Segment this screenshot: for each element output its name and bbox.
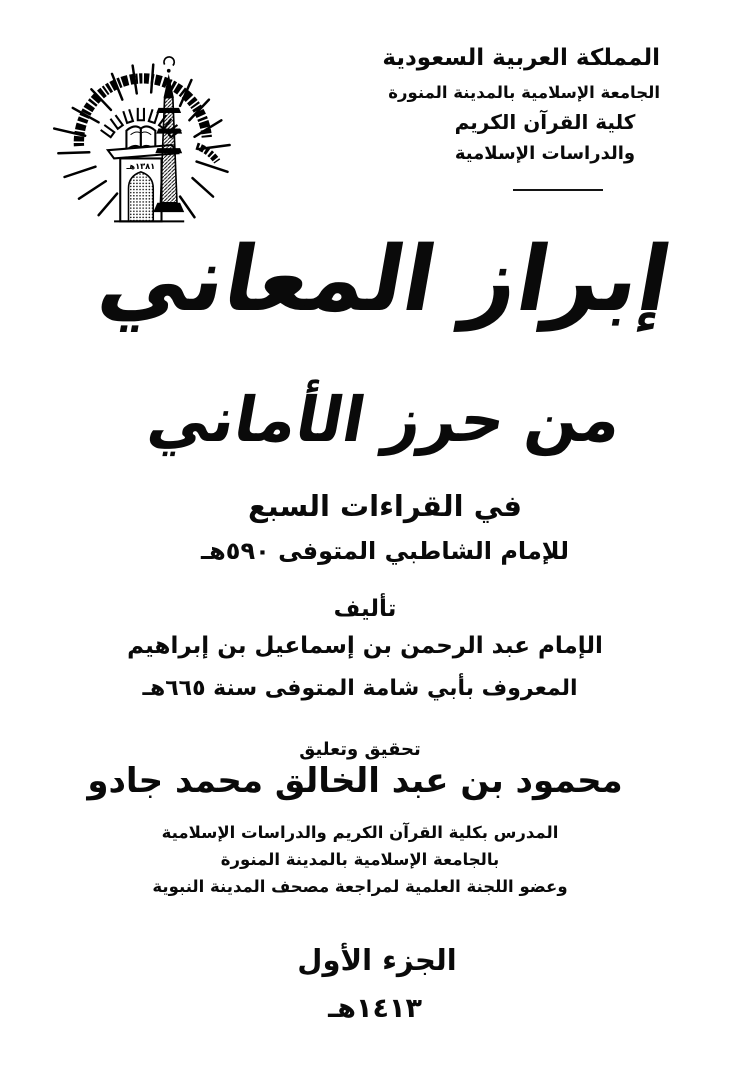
institution-line-country: المملكة العربية السعودية (382, 45, 660, 71)
book-title-line1: إبراز المعاني (91, 227, 679, 332)
original-author-line: للإمام الشاطبي المتوفى ٥٩٠هـ (200, 537, 570, 565)
editor-title-line3: وعضو اللجنة العلمية لمراجعة مصحف المدينة النبوية (152, 877, 568, 896)
editor-title-line2: بالجامعة الإسلامية بالمدينة المنورة (220, 850, 500, 869)
book-title-line2: من حرز الأماني (142, 383, 628, 456)
author-name: الإمام عبد الرحمن بن إسماعيل بن إبراهيم (127, 633, 603, 659)
book-subject: في القراءات السبع (247, 489, 523, 523)
author-section-label: تأليف (333, 596, 397, 622)
publication-year: ١٤١٣هـ (328, 993, 422, 1024)
founding-year: ١٣٨١هـ (126, 160, 156, 171)
editor-name: محمود بن عبد الخالق محمد جادو (87, 761, 623, 801)
institution-line-university: الجامعة الإسلامية بالمدينة المنورة (388, 82, 660, 102)
institution-line-studies: والدراسات الإسلامية (454, 143, 636, 165)
title-page-content (35, 0, 735, 1080)
author-epithet: المعروف بأبي شامة المتوفى سنة ٦٦٥هـ (142, 676, 578, 701)
editor-title-line1: المدرس بكلية القرآن الكريم والدراسات الإسلامية (161, 823, 559, 842)
institution-line-college: كلية القرآن الكريم (454, 110, 636, 135)
editor-section-label: تحقيق وتعليق (299, 739, 421, 760)
volume-label: الجزء الأول (297, 943, 457, 977)
